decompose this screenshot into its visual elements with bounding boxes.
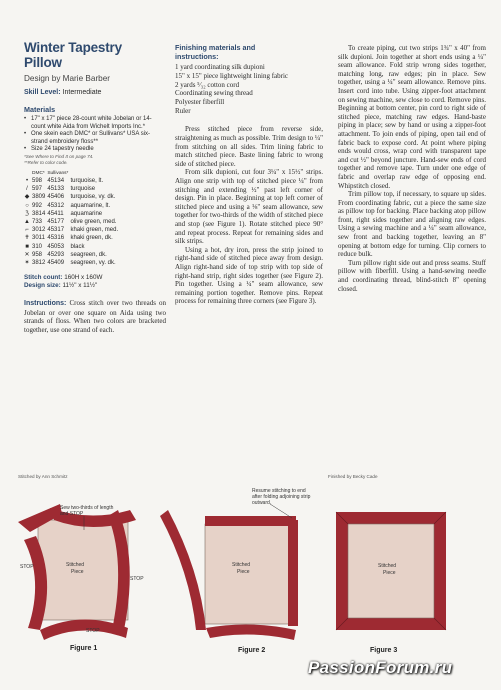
right-column [338, 44, 486, 293]
table-row: ✕ 958 45293 seagreen, dk. [24, 251, 107, 258]
fig1-note: Sew two-thirds of length [60, 505, 114, 511]
finishing-materials-list [175, 63, 323, 115]
figure-2 [160, 488, 311, 654]
stitch-symbol: ✝ [24, 235, 30, 242]
watermark: PassionForum.ru [308, 658, 453, 677]
figure-caption: Figure 3 [370, 647, 398, 654]
piping-instructions [338, 44, 486, 293]
figure-1 [18, 504, 144, 652]
left-column [24, 40, 167, 335]
leader-line [270, 504, 292, 518]
finishing-heading: Finishing materials and instructions: [175, 43, 256, 61]
stitch-count: Stitch count: 160H x 160W Design size: 11½" x 11½" [24, 274, 103, 290]
paragraph: From silk dupioni, cut four 3¼" x 15½" strips. Align one strip with top of stitched piece ¼" from stitching and extending ½" past left corner of design. Pin in place. Beginning at top left corner of stitched piece and using a ⅛" seam allowance, sew together for two-thirds of the width of stitched piece and stop (see Figure 1). Rotate stitched piece 90° and repeat process. Repeat for remaining sides and silk strips. [175, 168, 323, 246]
table-row: ✝ 3011 45316 khaki green, dk. [24, 235, 113, 242]
middle-column [175, 44, 323, 306]
stop-label: STOP [20, 564, 34, 570]
floss-color-key [24, 171, 120, 267]
silk-strip [205, 516, 296, 526]
list-item: Coordinating sewing thread [175, 89, 253, 98]
table-row: ▲ 733 45177 olive green, med. [24, 218, 117, 225]
silk-strip [206, 624, 296, 640]
paragraph: Press stitched piece from reverse side, straightening as much as possible. Trim design to ¼" from stitching on all sides. Trim lining fabric to match stitched piece. Baste lining fabric to wrong side of stitched piece. [175, 125, 323, 168]
dmc-header: DMC* [32, 170, 45, 176]
piece-label: Stitched [232, 562, 251, 568]
piece-label: Piece [71, 569, 84, 575]
paragraph: Turn pillow right side out and press seams. Stuff pillow with fiberfill. Using a hand-sewing needle and coordinating thread, blind-stitch 8" opening closed. [338, 258, 486, 293]
paragraph: To create piping, cut two strips 1¾" x 40" from silk dupioni. Join together at short ends using a ¼" seam allowance. Fold strip wrong sides together, matching long, raw edges; pin in place. Sew together, using a ¼" seam allowance. Remove pins. Insert cord into tube. Using zipper-foot attachment on sewing machine, sew close to cord. Remove pins. Beginning at bottom center, pin cord to right side of stitched piece, matching raw edges. Hand-baste piping in place; sew by hand or using a zipper-foot attachment. To join ends of piping, open tail end of fabric back to expose cord. At point where piping ends would cross, wrap cord with transparent tape and cut ½" beyond juncture. Hand-sew ends of cord together and remove tape. Turn under one edge of fabric and overlap raw edge of opposing end. Whipstitch closed. [338, 44, 486, 190]
fig1-note: and STOP [60, 511, 84, 517]
figure-caption: Figure 2 [238, 647, 266, 654]
table-row: ℨ 3814 45411 aquamarine [25, 210, 103, 217]
table-row: ○ 992 45312 aquamarine, lt. [25, 202, 111, 209]
stitched-by-credit: Stitched by Ann Schmitz [18, 474, 68, 479]
piece-label: Stitched [66, 562, 85, 568]
table-row: ⌐ 3012 45317 khaki green, med. [25, 227, 119, 234]
table-row: ✶ 3812 45409 seagreen, vy. dk. [24, 260, 116, 266]
fig2-note: after folding adjoining strip [252, 494, 311, 500]
stitch-instructions: Instructions: Cross stitch over two threads on Jobelan or over one square on Aida using two strands of floss. When two colors are bracketed together, use one strand of each. [24, 299, 167, 334]
finished-by-credit: Finished by Becky Cade [328, 474, 378, 479]
table-row: ■ 310 45053 black [25, 243, 85, 250]
stitch-symbol: ✕ [24, 251, 30, 258]
list-item: Ruler [175, 106, 191, 115]
fig2-note: outward. [252, 500, 272, 506]
list-item: • 17" x 17" piece 28-count white Jobelan or 14-count white Aida from Wichelt Imports Inc.* [24, 116, 160, 131]
sullivans-header: Sullivans* [47, 170, 69, 176]
stitch-symbol: ■ [25, 243, 29, 250]
stitch-symbol: ◆ [24, 194, 30, 201]
stitch-symbol: • [25, 177, 29, 184]
piece-label: Stitched [378, 563, 397, 569]
paragraph: Using a hot, dry iron, press the strip joined to right-hand side of stitched piece away from design. Align right-hand side of top strip with top side of right-hand strip, right sides together (see Figure 2). Pin together. Using a ¼" seam allowance, sew remaining portion together. Remove pins. Repeat process for remaining three corners (see Figure 3). [175, 245, 323, 306]
skill-level: Skill Level: Intermediate [24, 89, 102, 96]
finishing-instructions [175, 125, 323, 305]
list-item: 1 yard coordinating silk dupioni [175, 63, 265, 72]
silk-strip [288, 520, 298, 626]
piece-label: Piece [383, 570, 396, 576]
figure-caption: Figure 1 [70, 645, 98, 652]
stitch-symbol: / [26, 186, 28, 193]
figure-3 [336, 512, 446, 654]
table-row: • 598 45134 turquoise, lt. [25, 177, 104, 184]
list-item: 2 yards ⁵⁄₃₂ cotton cord [175, 80, 240, 89]
stitch-symbol: ℨ [25, 210, 29, 217]
table-row: / 597 45133 turquoise [24, 185, 120, 193]
list-item: Polyester fiberfill [175, 98, 225, 106]
piece-label: Piece [237, 569, 250, 575]
materials-heading: Materials [24, 105, 56, 114]
designer-credit: Design by Marie Barber [24, 74, 111, 83]
list-item: • Size 24 tapestry needle [24, 146, 160, 154]
table-row: ◆ 3809 45406 turquoise, vy. dk. [24, 194, 116, 201]
stitch-symbol: ✶ [24, 260, 30, 266]
list-item: 15" x 15" piece lightweight lining fabric [175, 71, 289, 80]
paragraph: Trim pillow top, if necessary, to square up sides. From coordinating fabric, cut a piece the same size as pillow top for backing. Place backing atop pillow front, right sides together and aligning raw edges. Using a sewing machine and a ¼" seam allowance, sew front and backing together, leaving an 8" opening at bottom edge for turning. Clip corners to reduce bulk. [338, 190, 486, 259]
stitch-symbol: ○ [25, 202, 29, 209]
stitch-symbol: ⌐ [25, 227, 29, 234]
project-title: Winter Tapestry Pillow [24, 40, 122, 70]
stop-label: STOP [130, 576, 144, 582]
stitch-symbol: ▲ [24, 218, 30, 225]
color-code-note: **Refer to color code. [24, 159, 68, 165]
stop-label: STOP [86, 628, 100, 634]
silk-strip [160, 510, 206, 630]
fig2-note: Resume stitching to end [252, 488, 306, 494]
materials-list [24, 116, 160, 154]
list-item: • One skein each DMC* or Sullivans* USA six-strand embroidery floss** [24, 131, 160, 146]
materials-note: *See Where to Find It on page 74. [24, 153, 94, 159]
